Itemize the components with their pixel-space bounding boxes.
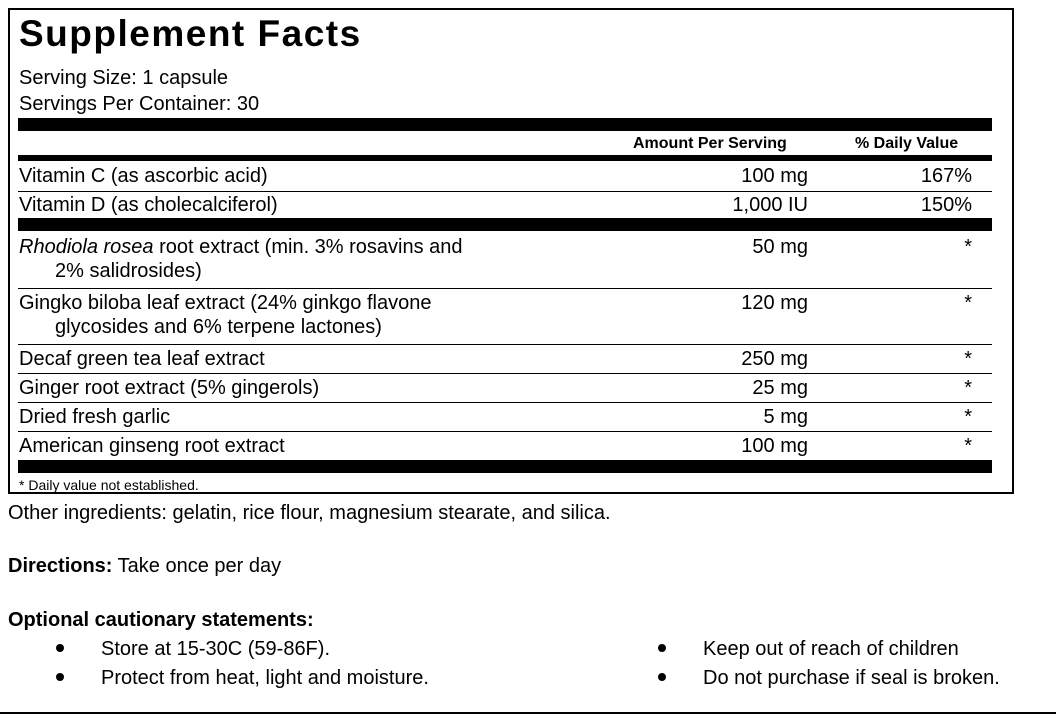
row-divider [18, 288, 992, 289]
supplement-facts-panel [8, 8, 1014, 494]
ingredient-name: American ginseng root extract [19, 435, 285, 457]
ingredient-amount: 100 mg [741, 435, 808, 457]
daily-value-footnote: * Daily value not established. [19, 477, 199, 493]
ingredient-name-continued: 2% salidrosides) [55, 260, 202, 282]
serving-size: Serving Size: 1 capsule [19, 67, 229, 89]
ingredient-amount: 25 mg [752, 377, 808, 399]
row-divider [18, 191, 992, 192]
directions-label: Directions: [8, 555, 113, 577]
medium-divider [18, 155, 992, 161]
nutrient-daily-value: 150% [920, 194, 972, 216]
ingredient-amount: 120 mg [741, 292, 808, 314]
row-divider [18, 373, 992, 374]
ingredient-name: Dried fresh garlic [19, 406, 171, 428]
amount-header: Amount Per Serving [633, 135, 787, 152]
thick-divider [18, 460, 992, 473]
other-ingredients: Other ingredients: gelatin, rice flour, magnesium stearate, and silica. [8, 502, 611, 524]
nutrient-amount: 1,000 IU [732, 194, 808, 216]
directions-text: Take once per day [112, 555, 282, 577]
bullet-icon [56, 673, 64, 681]
ingredient-daily-value: * [964, 377, 972, 399]
ingredient-amount: 50 mg [752, 236, 808, 258]
bottom-rule [0, 712, 1056, 714]
bullet-icon [56, 644, 64, 652]
row-divider [18, 402, 992, 403]
row-divider [18, 344, 992, 345]
cautions-heading: Optional cautionary statements: [8, 609, 314, 631]
ingredient-name: Gingko biloba leaf extract (24% ginkgo flavone [19, 292, 432, 314]
nutrient-name: Vitamin C (as ascorbic acid) [19, 165, 268, 187]
caution-item: Store at 15-30C (59-86F). [101, 638, 330, 660]
ingredient-daily-value: * [964, 406, 972, 428]
ingredient-name-italic: Rhodiola rosea [19, 236, 154, 258]
nutrient-amount: 100 mg [741, 165, 808, 187]
bullet-icon [658, 673, 666, 681]
servings-per-container: Servings Per Container: 30 [19, 93, 260, 115]
ingredient-name: root extract (min. 3% rosavins and [153, 236, 463, 258]
caution-item: Do not purchase if seal is broken. [703, 667, 1000, 689]
caution-item: Keep out of reach of children [703, 638, 959, 660]
ingredient-name: Ginger root extract (5% gingerols) [19, 377, 320, 399]
caution-item: Protect from heat, light and moisture. [101, 667, 429, 689]
directions [8, 554, 281, 578]
daily-value-header: % Daily Value [855, 135, 959, 152]
row-divider [18, 431, 992, 432]
bullet-icon [658, 644, 666, 652]
ingredient-name: Decaf green tea leaf extract [19, 348, 265, 370]
ingredient-daily-value: * [964, 292, 972, 314]
ingredient-amount: 5 mg [763, 406, 808, 428]
nutrient-name: Vitamin D (as cholecalciferol) [19, 194, 278, 216]
ingredient-daily-value: * [964, 348, 972, 370]
panel-title: Supplement Facts [19, 13, 362, 54]
ingredient-daily-value: * [964, 236, 972, 258]
nutrient-daily-value: 167% [920, 165, 972, 187]
ingredient-name-continued: glycosides and 6% terpene lactones) [55, 316, 382, 338]
thick-divider [18, 218, 992, 231]
ingredient-amount: 250 mg [741, 348, 808, 370]
ingredient-daily-value: * [964, 435, 972, 457]
thick-divider [18, 118, 992, 131]
